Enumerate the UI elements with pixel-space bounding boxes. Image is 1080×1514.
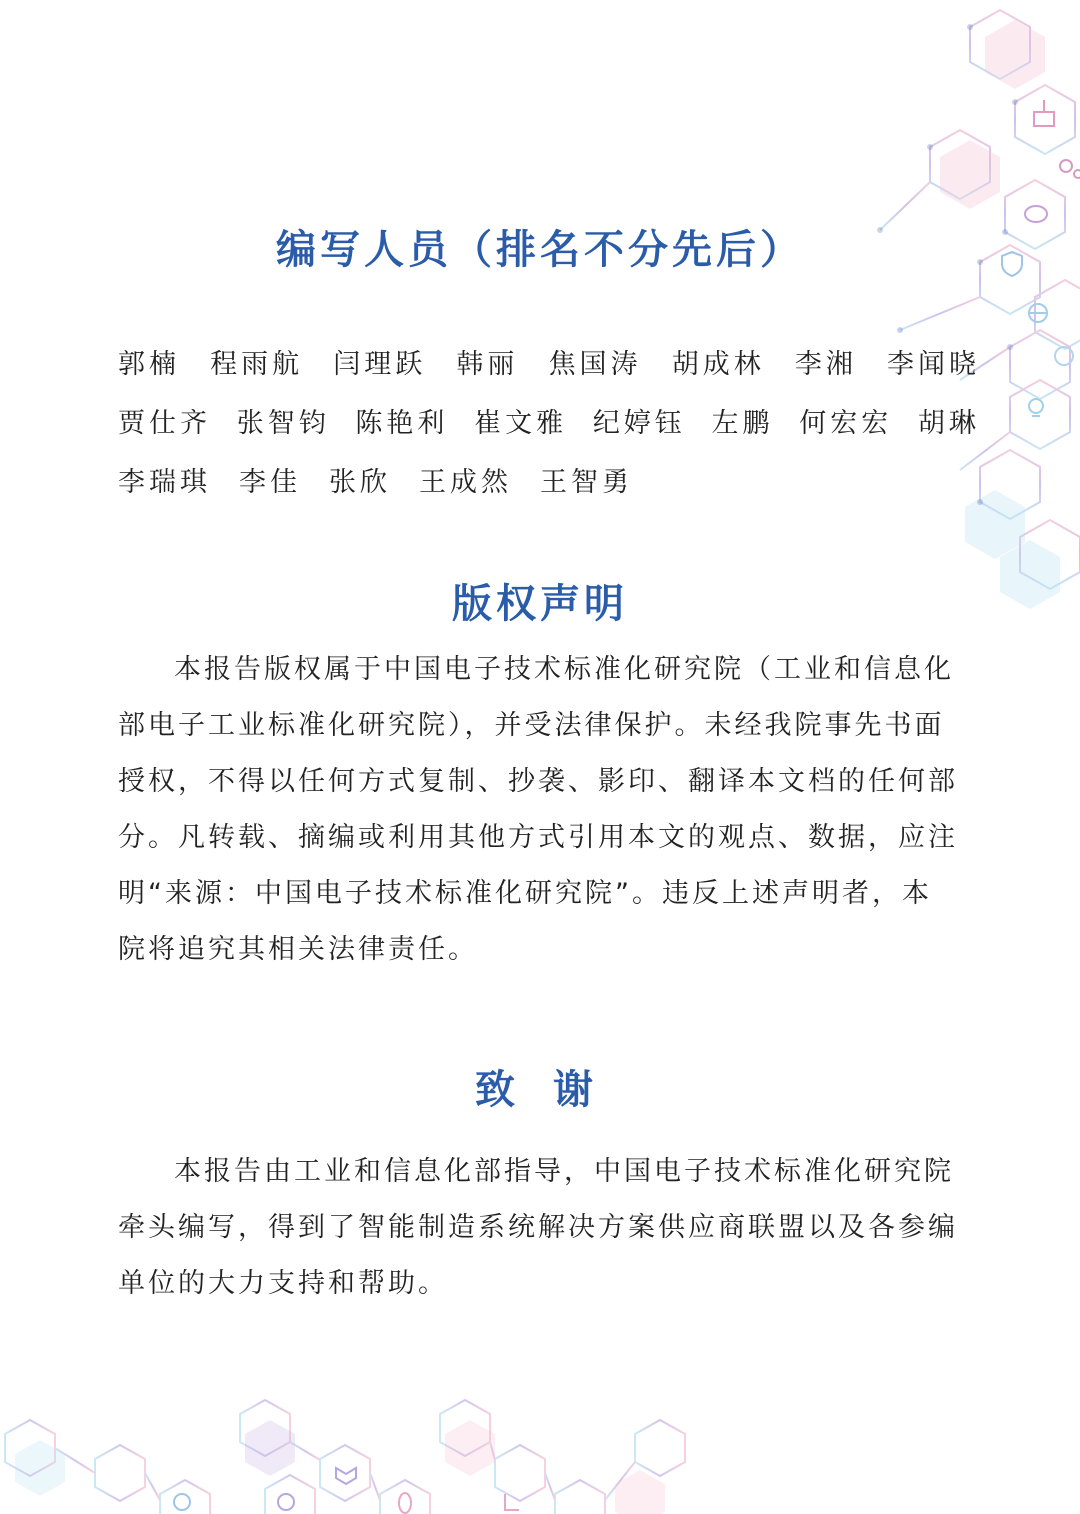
- author-name: 陈艳利: [355, 408, 449, 439]
- author-name: 张欣: [329, 467, 391, 498]
- acknowledgement-line: 单位的大力支持和帮助。: [118, 1268, 448, 1299]
- acknowledgement-line: 牵头编写，得到了智能制造系统解决方案供应商联盟以及各参编: [118, 1212, 958, 1243]
- author-name: 胡成林: [671, 349, 765, 380]
- copyright-line: 部电子工业标准化研究院），并受法律保护。未经我院事先书面: [118, 710, 945, 741]
- authors-heading: 编写人员（排名不分先后）: [276, 227, 804, 273]
- author-name: 胡琳: [917, 408, 980, 439]
- author-name: 李瑞琪: [118, 467, 211, 498]
- authors-row-1: [118, 342, 980, 382]
- copyright-line: 授权，不得以任何方式复制、抄袭、影印、翻译本文档的任何部: [118, 766, 958, 797]
- author-name: 何宏宏: [799, 408, 893, 439]
- gears-icon: [1060, 160, 1080, 178]
- acknowledgement-paragraph: [118, 1144, 980, 1312]
- head-ai-icon: [1055, 347, 1073, 365]
- copyright-paragraph: [118, 642, 980, 978]
- author-name: 闫理跃: [333, 349, 427, 380]
- author-name: 左鹏: [711, 408, 774, 439]
- robot-arm-icon: [1034, 100, 1054, 126]
- copyright-line: 分。凡转载、摘编或利用其他方式引用本文的观点、数据，应注: [118, 822, 958, 853]
- author-name: 张智钧: [236, 408, 330, 439]
- top-right-hex-cluster: [880, 10, 1080, 589]
- authors-row-3: [118, 460, 980, 500]
- copyright-heading: 版权声明: [452, 581, 628, 627]
- author-name: 王成然: [419, 467, 512, 498]
- copyright-line: 本报告版权属于中国电子技术标准化研究院（工业和信息化: [174, 654, 954, 685]
- author-name: 韩丽: [456, 349, 519, 380]
- acknowledgement-line: 本报告由工业和信息化部指导，中国电子技术标准化研究院: [174, 1156, 954, 1187]
- network-icon: [278, 1468, 356, 1510]
- copyright-line: 明“来源：中国电子技术标准化研究院”。违反上述声明者，本: [118, 878, 932, 909]
- author-name: 郭楠: [118, 349, 180, 380]
- author-name: 贾仕齐: [118, 408, 211, 439]
- author-name: 程雨航: [210, 349, 304, 380]
- bottom-hex-cluster: [5, 1400, 685, 1514]
- author-name: 李闻晓: [886, 349, 980, 380]
- author-name: 纪婷钰: [592, 408, 686, 439]
- author-name: 焦国涛: [548, 349, 642, 380]
- globe-icon: [1029, 304, 1047, 322]
- author-name: 王智勇: [540, 467, 633, 498]
- acknowledgement-heading: 致 谢: [475, 1067, 605, 1113]
- chip-icon: [174, 1494, 190, 1510]
- authors-row-2: [118, 401, 980, 441]
- author-name: 李佳: [239, 467, 301, 498]
- copyright-line: 院将追究其相关法律责任。: [118, 934, 478, 965]
- author-name: 崔文雅: [474, 408, 568, 439]
- author-name: 李湘: [794, 349, 857, 380]
- lightbulb-icon: [1029, 399, 1043, 416]
- top-right-hex-fills: [940, 20, 1045, 209]
